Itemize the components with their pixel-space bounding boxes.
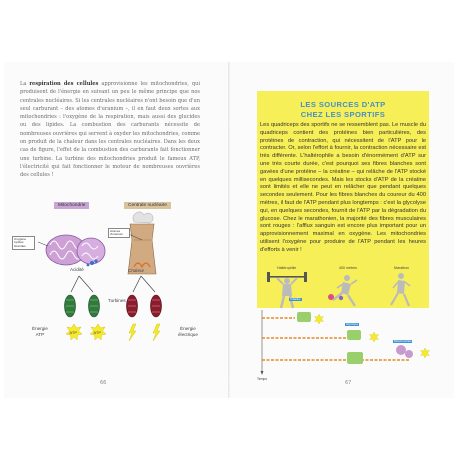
creatine-tag: Créatine: [290, 297, 301, 301]
runner-400m-icon: [328, 275, 357, 306]
atp-star-label-2: ATP: [93, 329, 101, 335]
bold-term: respiration des cellules: [29, 81, 99, 87]
left-page-number: 66: [100, 380, 107, 386]
marathon-runner-icon: [391, 273, 410, 306]
chaleur-label: Chaleur: [128, 268, 145, 273]
box-title-line-1: LES SOURCES D'ATP: [300, 100, 386, 109]
uranium-box: Atomes d'uranium: [108, 228, 130, 238]
left-page: [4, 62, 229, 398]
lightning-icon-2: [153, 324, 160, 341]
time-axis-label: Temps: [257, 377, 267, 381]
box-title-line-2: CHEZ LES SPORTIFS: [300, 110, 386, 119]
atp-energy-label: Énergie ATP: [32, 326, 48, 337]
acidite-label: Acidité: [70, 267, 84, 272]
green-turbines: [65, 295, 100, 317]
sport-label-weightlifter: Haltérophile: [277, 266, 297, 270]
nuclear-plant-illustration: [124, 212, 156, 274]
fuel-box: Oxygène Lipides Glucides: [12, 236, 35, 250]
box-body-text: Les quadriceps des sportifs ne se ressemblent pas. Le muscle du quadriceps contient des protéines bien particulières, des protéines de contraction, qui nécessitent de l'ATP pour le contracter. Or, selon l'effort à fournir, la contraction nécessaire est très différente. L'haltérophile a besoin d'énormément d'ATP sur une très courte durée, c'est pourquoi ses fibres blanches sont gavées d'une protéine – la créatine – qui relâche de l'ATP stocké en quelques millisecondes. Mais les stocks d'ATP de la créatine sont limités et elle ne peut en relâcher que pendant quelques secondes seulement. Pour les fibres blanches du coureur du 400 mètres, il faut de l'ATP pendant plus longtemps : c'est la glycolyse qui, en quelques secondes, fournit de l'ATP par la dégradation du glucose. Chez le marathonien, la majorité des fibres musculaires sont rouges : l'afflux sanguin est encore plus important pour un approvisionnement maximal en oxygène. Les mitochondries utilisent l'oxygène pour produire de l'ATP pendant les heures d'efforts à venir !: [260, 122, 426, 253]
atp-star-label-1: ATP: [69, 329, 77, 335]
athlete-diagram: [229, 62, 454, 398]
electric-energy-label: Énergie électrique: [178, 326, 198, 337]
glycolyse-tag: Glycolyse: [346, 322, 359, 326]
weightlifter-icon: [267, 272, 307, 308]
mitochondria-illustration: [38, 235, 105, 266]
lightning-icon-1: [129, 324, 136, 341]
mitochondrie-label: Mitochondrie: [54, 202, 89, 209]
left-paragraph: La respiration des cellules approvisionne les mitochondries, qui produisent de l'énergie en suivant un peu le même principe que nos centrales nucléaires. Si les centrales nucléaires n'ont besoin que d'un seul carburant – des atomes d'uranium –, il en faut deux sortes aux mitochondries : l'oxygène de la respiration, mais aussi des glucides ou des lipides. La combustion des carburants nécessite de nombreuses ouvrières qui servent à oxyder les mitochondries, comme on produit de la chaleur dans les centrales nucléaires. Dans les deux cas de figure, l'effet de la combustion des carburants fait fonctionner une turbine. La turbine des mitochondries produit le fameux ATP, l'électricité qui fait fonctionner le moteur de nombreuses ouvrières des cellules !: [20, 81, 200, 179]
sport-label-400m: 400 mètres: [339, 266, 357, 270]
right-page-number: 67: [345, 380, 352, 386]
sport-label-marathon: Marathon: [394, 266, 410, 270]
mitochondries-tag: Mitochondries: [394, 339, 412, 343]
turbines-label: Turbines: [108, 298, 126, 303]
red-turbines: [127, 295, 162, 317]
centrale-label: Centrale nucléaire: [124, 202, 171, 209]
right-page: [229, 62, 454, 398]
